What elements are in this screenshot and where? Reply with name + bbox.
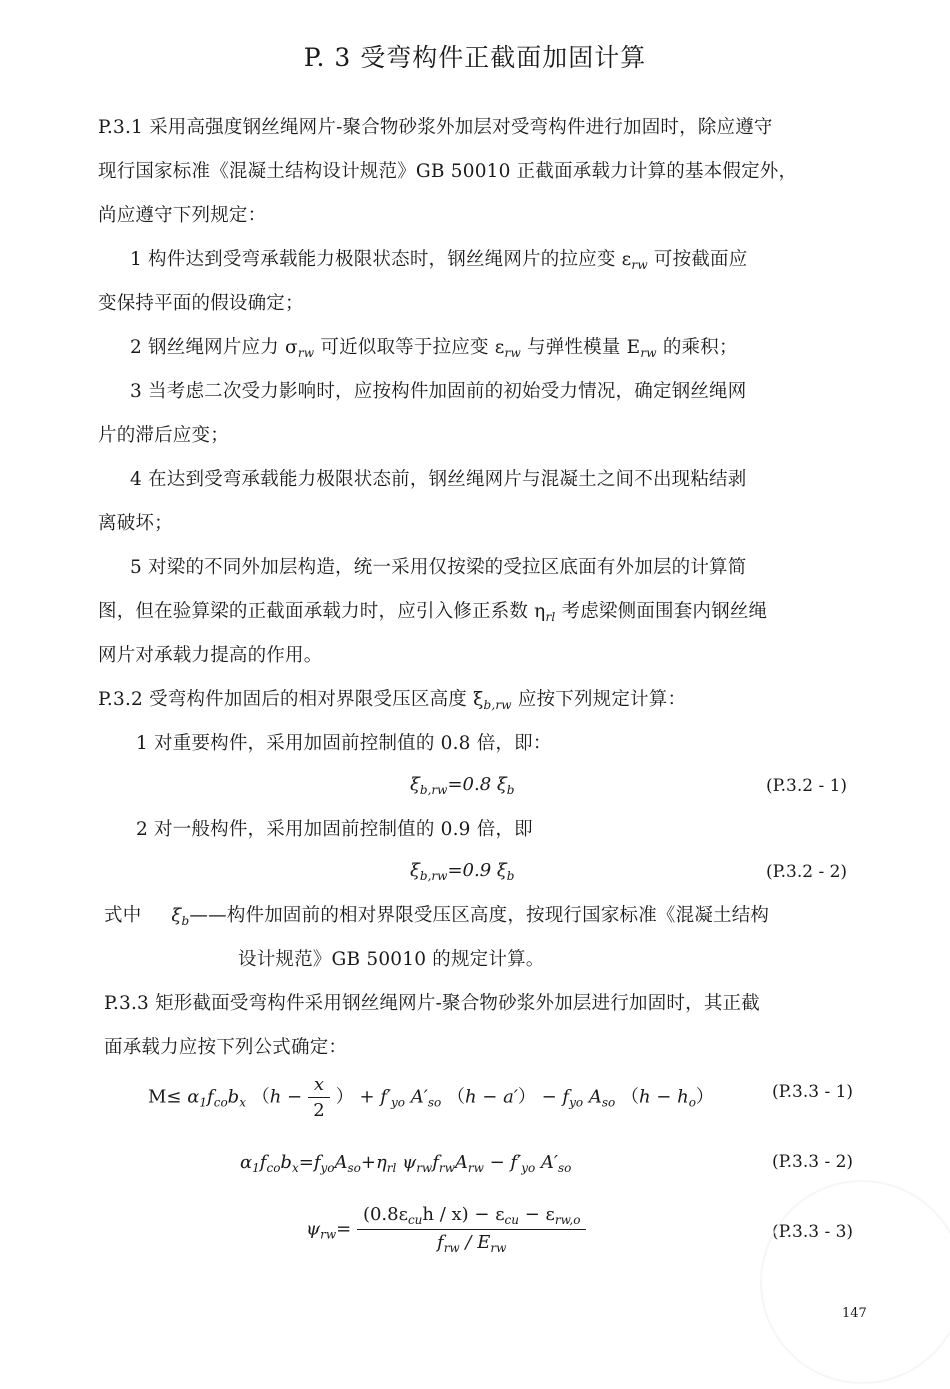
p31-line3: 尚应遵守下列规定： <box>98 205 267 226</box>
p31-item3-line1: 3 当考虑二次受力影响时，应按构件加固前的初始受力情况，确定钢丝绳网 <box>130 381 747 402</box>
p31-item4-line2: 离破坏； <box>98 513 173 534</box>
faint-watermark-seal <box>760 1180 950 1384</box>
where-line1: 式中 $\xi_b——$构件加固前的相对界限受压区高度，按现行国家标准《混凝土结构 <box>104 905 770 928</box>
p33-line2: 面承载力应按下列公式确定： <box>104 1037 348 1058</box>
p31-item5-line3: 网片对承载力提高的作用。 <box>98 645 323 666</box>
p31-item4-line1: 4 在达到受弯承载能力极限状态前，钢丝绳网片与混凝土之间不出现粘结剥 <box>130 469 747 490</box>
equation-p32-2: $\xi_{b,rw}=0.9$ $\xi_b$ <box>410 860 515 883</box>
where-line2: 设计规范》GB 50010 的规定计算。 <box>238 949 545 970</box>
equation-p33-3: $\psi_{rw}=$ $\frac{(0.8\varepsilon_{cu}h / x) - \varepsilon_{cu} - \varepsilon_{rw,o}}{f_{rw} / E_{rw}}$ <box>306 1204 586 1255</box>
p31-line1: P.3.1 采用高强度钢丝绳网片-聚合物砂浆外加层对受弯构件进行加固时，除应遵守 <box>98 117 773 138</box>
page-number: 147 <box>842 1306 867 1321</box>
equation-number-p32-2: (P.3.2 - 2) <box>766 862 848 882</box>
equation-number-p33-3: (P.3.3 - 3) <box>772 1222 854 1242</box>
p33-line1: P.3.3 矩形截面受弯构件采用钢丝绳网片-聚合物砂浆外加层进行加固时，其正截 <box>104 993 760 1014</box>
section-title: P. 3 受弯构件正截面加固计算 <box>303 43 647 72</box>
p31-item1-line2: 变保持平面的假设确定； <box>98 293 304 314</box>
equation-p32-1: $\xi_{b,rw}=0.8$ $\xi_b$ <box>410 774 515 797</box>
p31-item5-line2: 图，但在验算梁的正截面承载力时，应引入修正系数 $\eta_{rl}$ 考虑梁侧面围套内钢丝绳 <box>98 601 768 624</box>
equation-number-p32-1: (P.3.2 - 1) <box>766 776 848 796</box>
p31-item2: 2 钢丝绳网片应力 $\sigma_{rw}$ 可近似取等于拉应变 $\varepsilon_{rw}$ 与弹性模量 $E_{rw}$ 的乘积； <box>130 337 738 360</box>
p31-item1-line1: 1 构件达到受弯承载能力极限状态时，钢丝绳网片的拉应变 $\varepsilon_{rw}$ 可按截面应 <box>130 249 748 272</box>
p32-line1: P.3.2 受弯构件加固后的相对界限受压区高度 $\xi_{b,rw}$ 应按下列规定计算： <box>98 689 687 712</box>
p32-item2: 2 对一般构件，采用加固前控制值的 0.9 倍，即 <box>136 819 533 840</box>
p31-item3-line2: 片的滞后应变； <box>98 425 229 446</box>
equation-p33-1: $M\le \alpha_1f_{co}b_x$ （h − $\frac{x}{2}$ ） + $f'_{yo}$ $A'_{so}$ $(h - a') - f_{yo}$ $A_{so}$ $(h - h_o)$ <box>148 1074 714 1121</box>
equation-number-p33-2: (P.3.3 - 2) <box>772 1152 854 1172</box>
equation-p33-2: $\alpha_1f_{co}b_x=f_{yo}A_{so}+\eta_{rl}$ $\psi_{rw}f_{rw}A_{rw} - f'_{yo}$ $A'_{so}$ <box>240 1152 572 1175</box>
p31-item5-line1: 5 对梁的不同外加层构造，统一采用仅按梁的受拉区底面有外加层的计算简 <box>130 557 747 578</box>
p31-line2: 现行国家标准《混凝土结构设计规范》GB 50010 正截面承载力计算的基本假定外， <box>98 161 798 182</box>
p32-item1: 1 对重要构件，采用加固前控制值的 0.8 倍，即： <box>136 733 552 754</box>
equation-number-p33-1: (P.3.3 - 1) <box>772 1082 854 1102</box>
